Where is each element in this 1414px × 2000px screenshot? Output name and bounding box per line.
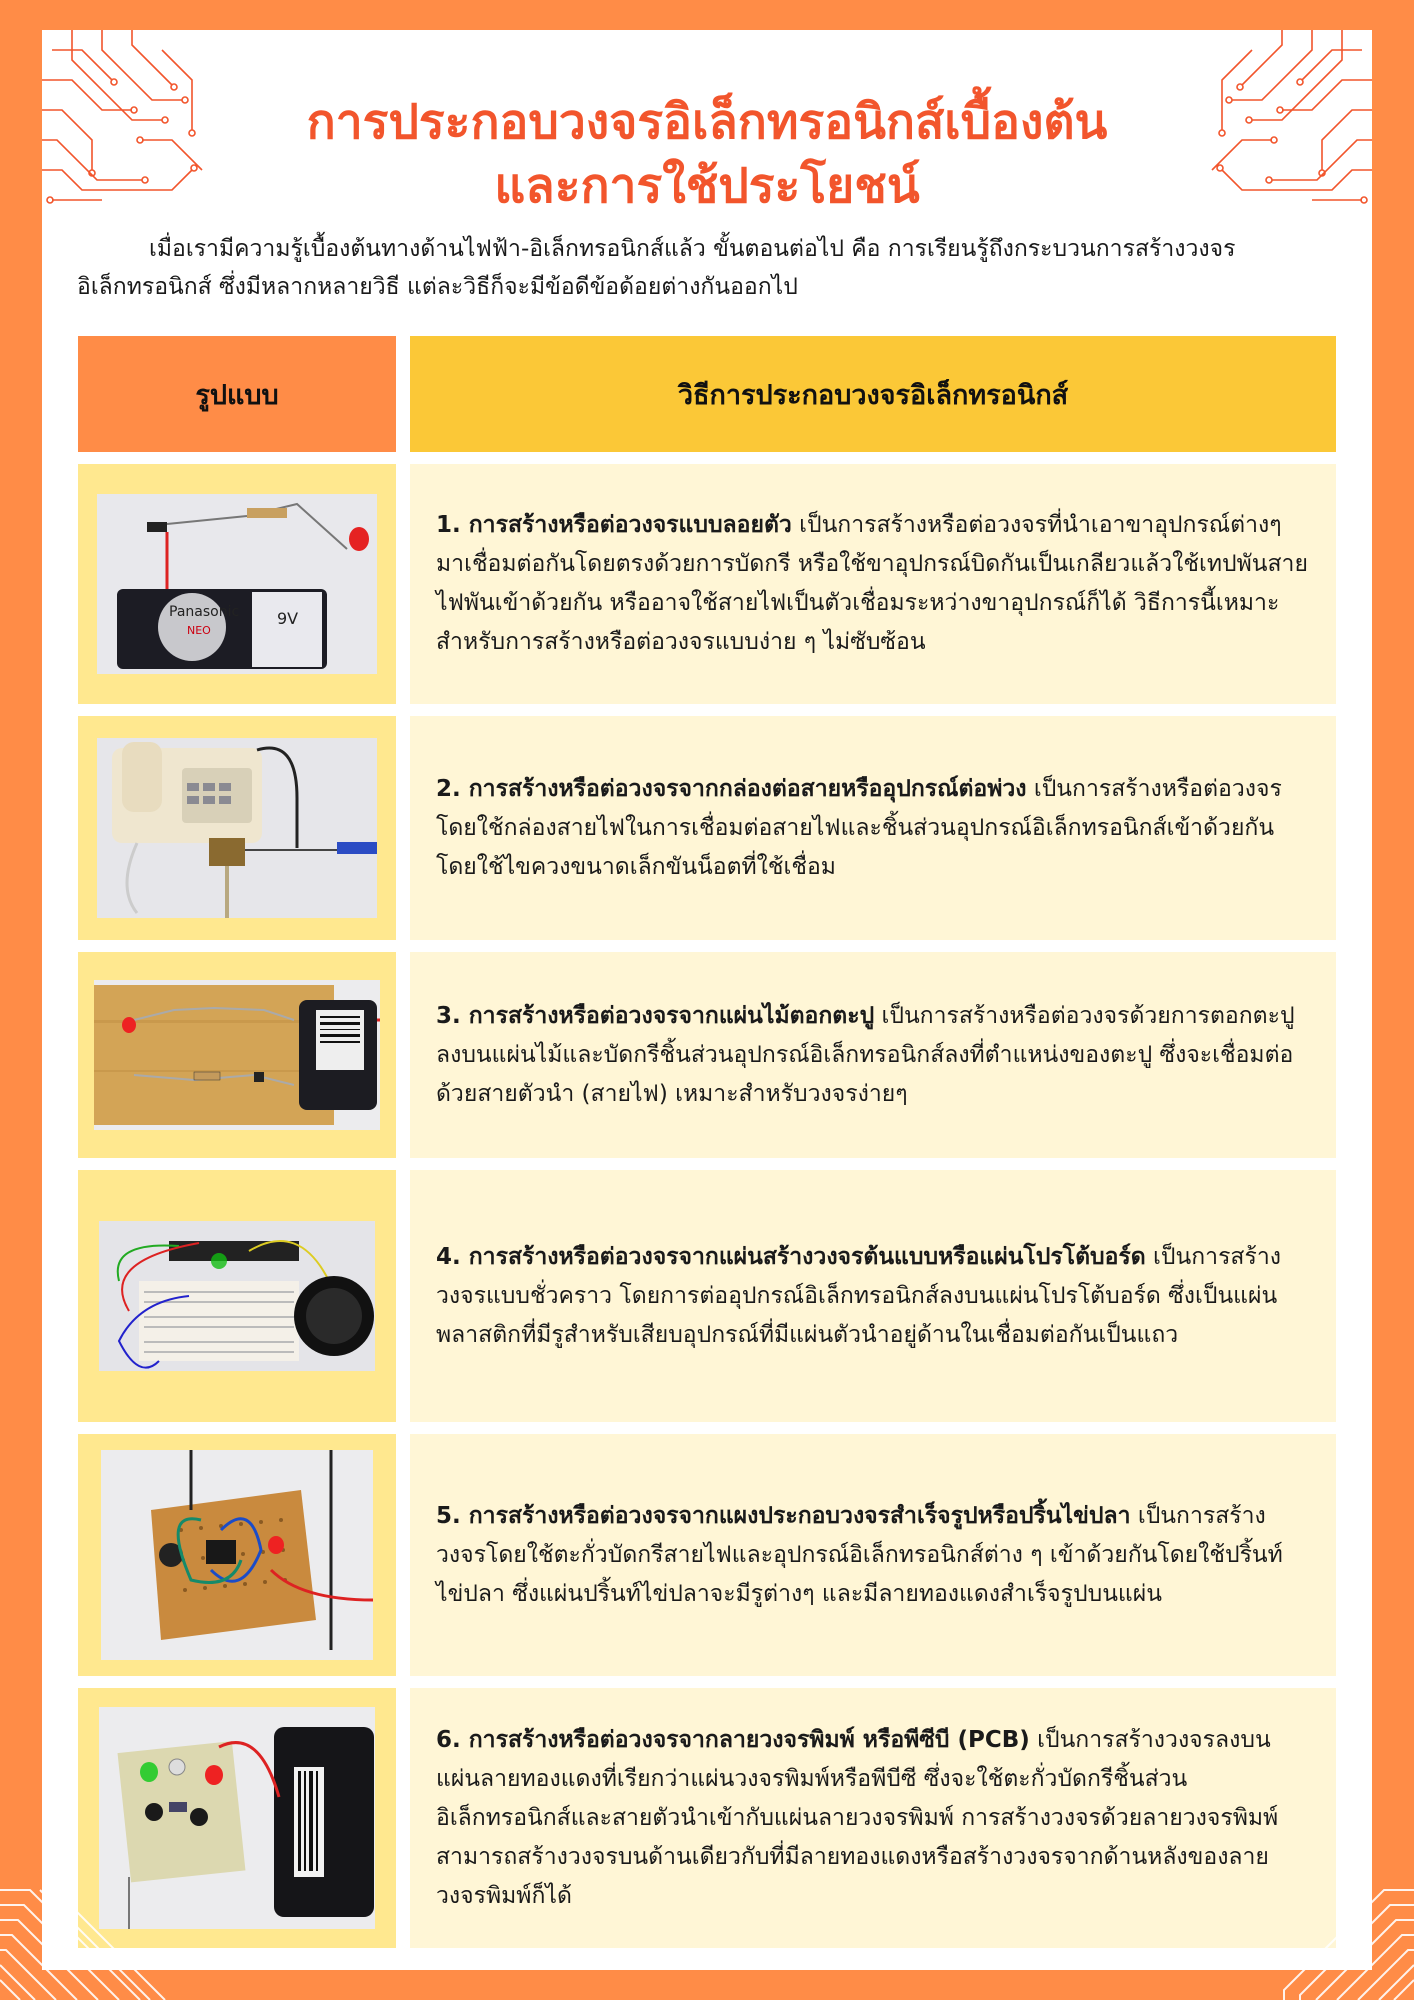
nail-board-photo (94, 980, 380, 1130)
header-format: รูปแบบ (78, 336, 396, 452)
method-body: เป็นการสร้างวงจรโดยใช้ตะกั่วบัดกรีสายไฟและอุปกรณ์อิเล็กทรอนิกส์ต่าง ๆ เข้าด้วยกันโดยใช้ปริ้นท์ไข่ปลา ซึ่งแผ่นปริ้นท์ไข่ปลาจะมีรูต่างๆ และมีลายทองแดงสำเร็จรูปบนแผ่น (436, 1502, 1283, 1607)
method-description (436, 1721, 1310, 1916)
poster-page (42, 30, 1372, 1970)
method-heading: 4. การสร้างหรือต่อวงจรจากแผ่นสร้างวงจรต้นแบบหรือแผ่นโปรโต้บอร์ด (436, 1243, 1146, 1270)
method-description (436, 506, 1310, 662)
header-method: วิธีการประกอบวงจรอิเล็กทรอนิกส์ (410, 336, 1336, 452)
table-row (78, 952, 1336, 1158)
table-row (78, 464, 1336, 704)
intro-paragraph (77, 230, 1337, 306)
method-description (436, 997, 1310, 1114)
method-heading: 2. การสร้างหรือต่อวงจรจากกล่องต่อสายหรืออุปกรณ์ต่อพ่วง (436, 775, 1027, 802)
intro-text: เมื่อเรามีความรู้เบื้องต้นทางด้านไฟฟ้า-อิเล็กทรอนิกส์แล้ว ขั้นตอนต่อไป คือ การเรียนรู้ถึงกระบวนการสร้างวงจรอิเล็กทรอนิกส์ ซึ่งมีหลากหลายวิธี แต่ละวิธีก็จะมีข้อดีข้อด้อยต่างกันออกไป (77, 236, 1236, 300)
image-cell (78, 464, 396, 704)
battery-brand-label: Panasonic (169, 604, 240, 620)
method-description (436, 1238, 1310, 1355)
floating-circuit-photo (97, 494, 377, 674)
corner-pattern-left-icon (0, 1850, 180, 2000)
table-row (78, 716, 1336, 940)
terminal-block-photo (97, 738, 377, 918)
page-title (192, 90, 1222, 218)
table-row (78, 1170, 1336, 1422)
circuit-decoration-right-icon (1202, 30, 1372, 210)
text-cell (410, 1434, 1336, 1676)
image-cell (78, 1170, 396, 1422)
text-cell (410, 1170, 1336, 1422)
title-line-1: การประกอบวงจรอิเล็กทรอนิกส์เบื้องต้น (306, 94, 1108, 150)
text-cell (410, 716, 1336, 940)
method-body: เป็นการสร้างหรือต่อวงจรด้วยการตอกตะปูลงบนแผ่นไม้และบัดกรีชิ้นส่วนอุปกรณ์อิเล็กทรอนิกส์ลงที่ตำแหน่งของตะปู ซึ่งจะเชื่อมต่อด้วยสายตัวนำ (สายไฟ) เหมาะสำหรับวงจรง่ายๆ (436, 1002, 1295, 1107)
text-cell (410, 1688, 1336, 1948)
table-row (78, 1688, 1336, 1948)
text-cell (410, 952, 1336, 1158)
method-body: เป็นการสร้างหรือต่อวงจรโดยใช้กล่องสายไฟในการเชื่อมต่อสายไฟและชิ้นส่วนอุปกรณ์อิเล็กทรอนิกส์เข้าด้วยกัน โดยใช้ไขควงขนาดเล็กขันน็อตที่ใช้เชื่อม (436, 775, 1282, 880)
image-cell (78, 952, 396, 1158)
battery-voltage-label: 9V (277, 609, 299, 628)
method-description (436, 770, 1310, 887)
table-row (78, 1434, 1336, 1676)
method-heading: 3. การสร้างหรือต่อวงจรจากแผ่นไม้ตอกตะปู (436, 1002, 875, 1029)
text-cell (410, 464, 1336, 704)
method-heading: 6. การสร้างหรือต่อวงจรจากลายวงจรพิมพ์ หรือพีซีบี (PCB) (436, 1726, 1030, 1753)
method-description (436, 1497, 1310, 1614)
method-heading: 1. การสร้างหรือต่อวงจรแบบลอยตัว (436, 512, 792, 538)
method-body: เป็นการสร้างวงจรลงบนแผ่นลายทองแดงที่เรียกว่าแผ่นวงจรพิมพ์หรือพีบีซี ซึ่งจะใช้ตะกั่วบัดกรีชิ้นส่วนอิเล็กทรอนิกส์และสายตัวนำเข้ากับแผ่นลายวงจรพิมพ์ การสร้างวงจรด้วยลายวงจรพิมพ์สามารถสร้างวงจรบนด้านเดียวกับที่มีลายทองแดงหรือสร้างวงจรจากด้านหลังของลายวงจรพิมพ์ก็ได้ (436, 1726, 1279, 1909)
protoboard-photo (99, 1221, 375, 1371)
battery-series-label: NEO (187, 624, 211, 637)
title-line-2: และการใช้ประโยชน์ (494, 158, 920, 214)
circuit-decoration-left-icon (42, 30, 212, 210)
perfboard-photo (101, 1450, 373, 1660)
corner-pattern-right-icon (1274, 1850, 1414, 2000)
method-body: เป็นการสร้างหรือต่อวงจรที่นำเอาขาอุปกรณ์ต่างๆ มาเชื่อมต่อกันโดยตรงด้วยการบัดกรี หรือใช้ขาอุปกรณ์บิดกันเป็นเกลียวแล้วใช้เทปพันสายไฟพันเข้าด้วยกัน หรืออาจใช้สายไฟเป็นตัวเชื่อมระหว่างขาอุปกรณ์ก็ได้ วิธีการนี้เหมาะสำหรับการสร้างหรือต่อวงจรแบบง่าย ๆ ไม่ซับซ้อน (436, 512, 1308, 655)
image-cell (78, 716, 396, 940)
method-body: เป็นการสร้างวงจรแบบชั่วคราว โดยการต่ออุปกรณ์อิเล็กทรอนิกส์ลงบนแผ่นโปรโต้บอร์ด ซึ่งเป็นแผ่นพลาสติกที่มีรูสำหรับเสียบอุปกรณ์ที่มีแผ่นตัวนำอยู่ด้านในเชื่อมต่อกันเป็นแถว (436, 1243, 1281, 1348)
image-cell (78, 1434, 396, 1676)
method-heading: 5. การสร้างหรือต่อวงจรจากแผงประกอบวงจรสำเร็จรูปหรือปริ้นไข่ปลา (436, 1502, 1131, 1529)
